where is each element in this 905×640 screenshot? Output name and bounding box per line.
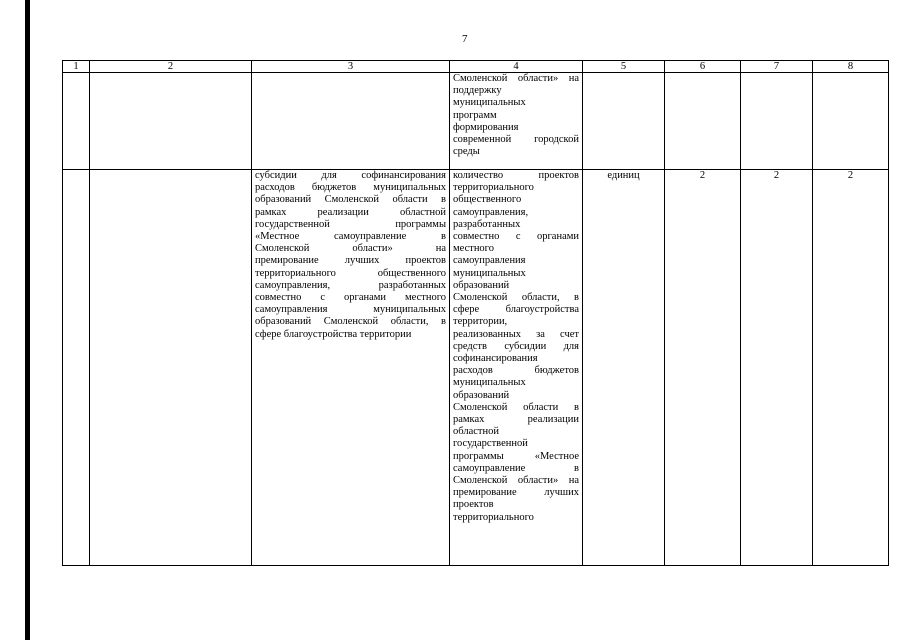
text-line: совместно с органами [453, 231, 579, 243]
text-line: территориального общественного [255, 267, 446, 279]
text-line: самоуправление в [453, 462, 579, 474]
text-line: Смоленской области» на [453, 475, 579, 487]
table-cell [583, 73, 665, 170]
indicator-name-cell [450, 73, 583, 170]
column-header: 8 [813, 61, 889, 73]
table-cell [813, 73, 889, 170]
table-cell [63, 170, 90, 566]
text-line: программ [453, 109, 497, 121]
table-cell [741, 73, 813, 170]
table-row [63, 73, 889, 170]
text-line: местного [453, 243, 494, 255]
text-line: субсидии для софинансирования [255, 170, 446, 181]
text-line: рамках реализации областной [255, 206, 446, 218]
text-line: совместно с органами местного [255, 292, 446, 304]
text-line: территории, [453, 316, 508, 328]
text-line: средств субсидии для [453, 340, 579, 352]
value-cell: 2 [665, 170, 741, 566]
column-header: 6 [665, 61, 741, 73]
text-line: Смоленской области в [453, 401, 579, 413]
text-line: софинансирования [453, 353, 538, 365]
text-line: образований [453, 279, 510, 291]
text-line: образований Смоленской области в [255, 194, 446, 206]
text-line: областной [453, 426, 499, 438]
text-line: общественного [453, 194, 522, 206]
subsidy-description-cell [252, 170, 450, 566]
text-line: формирования [453, 121, 519, 133]
value-cell: 2 [741, 170, 813, 566]
column-number-row [63, 61, 889, 73]
text-line: самоуправления, разработанных [255, 279, 446, 291]
text-line: рамках реализации [453, 414, 579, 426]
table-cell [665, 73, 741, 170]
text-line: Смоленской области» на [453, 73, 579, 84]
text-line: муниципальных [453, 267, 526, 279]
scan-edge-bar [25, 0, 30, 640]
column-header: 5 [583, 61, 665, 73]
table-row [63, 170, 889, 566]
indicator-name-cell [450, 170, 583, 566]
column-header: 7 [741, 61, 813, 73]
text-line: реализованных за счет [453, 328, 579, 340]
page-number: 7 [462, 33, 468, 45]
text-line: муниципальных [453, 97, 526, 109]
text-line: «Местное самоуправление в [255, 231, 446, 243]
text-line: премирование лучших [453, 487, 579, 499]
text-line: поддержку [453, 85, 502, 97]
indicator-table [62, 60, 889, 566]
column-header: 4 [450, 61, 583, 73]
column-header: 2 [90, 61, 252, 73]
text-line: образований Смоленской области, в [255, 316, 446, 328]
text-line: государственной [453, 438, 528, 450]
table-cell [252, 73, 450, 170]
value-cell: 2 [813, 170, 889, 566]
table-cell [90, 73, 252, 170]
table-cell [63, 73, 90, 170]
unit-cell: единиц [583, 170, 665, 566]
text-line: сфере благоустройства [453, 304, 579, 316]
text-line: среды [453, 146, 480, 158]
text-line: территориального [453, 511, 534, 523]
text-line: муниципальных [453, 377, 526, 389]
text-line: самоуправления [453, 255, 526, 267]
text-line: проектов [453, 499, 494, 511]
text-line: современной городской [453, 134, 579, 146]
text-line: Смоленской области, в [453, 292, 579, 304]
text-line: Смоленской области» на [255, 243, 446, 255]
text-line: самоуправления муниципальных [255, 304, 446, 316]
text-line: расходов бюджетов [453, 365, 579, 377]
text-line: количество проектов [453, 170, 579, 181]
text-line: сфере благоустройства территории [255, 328, 412, 340]
text-line: территориального [453, 182, 534, 194]
text-line: самоуправления, [453, 206, 529, 218]
text-line: разработанных [453, 218, 521, 230]
text-line: программы «Местное [453, 450, 579, 462]
column-header: 1 [63, 61, 90, 73]
text-line: расходов бюджетов муниципальных [255, 182, 446, 194]
text-line: премирование лучших проектов [255, 255, 446, 267]
table-cell [90, 170, 252, 566]
column-header: 3 [252, 61, 450, 73]
text-line: государственной программы [255, 218, 446, 230]
text-line: образований [453, 389, 510, 401]
